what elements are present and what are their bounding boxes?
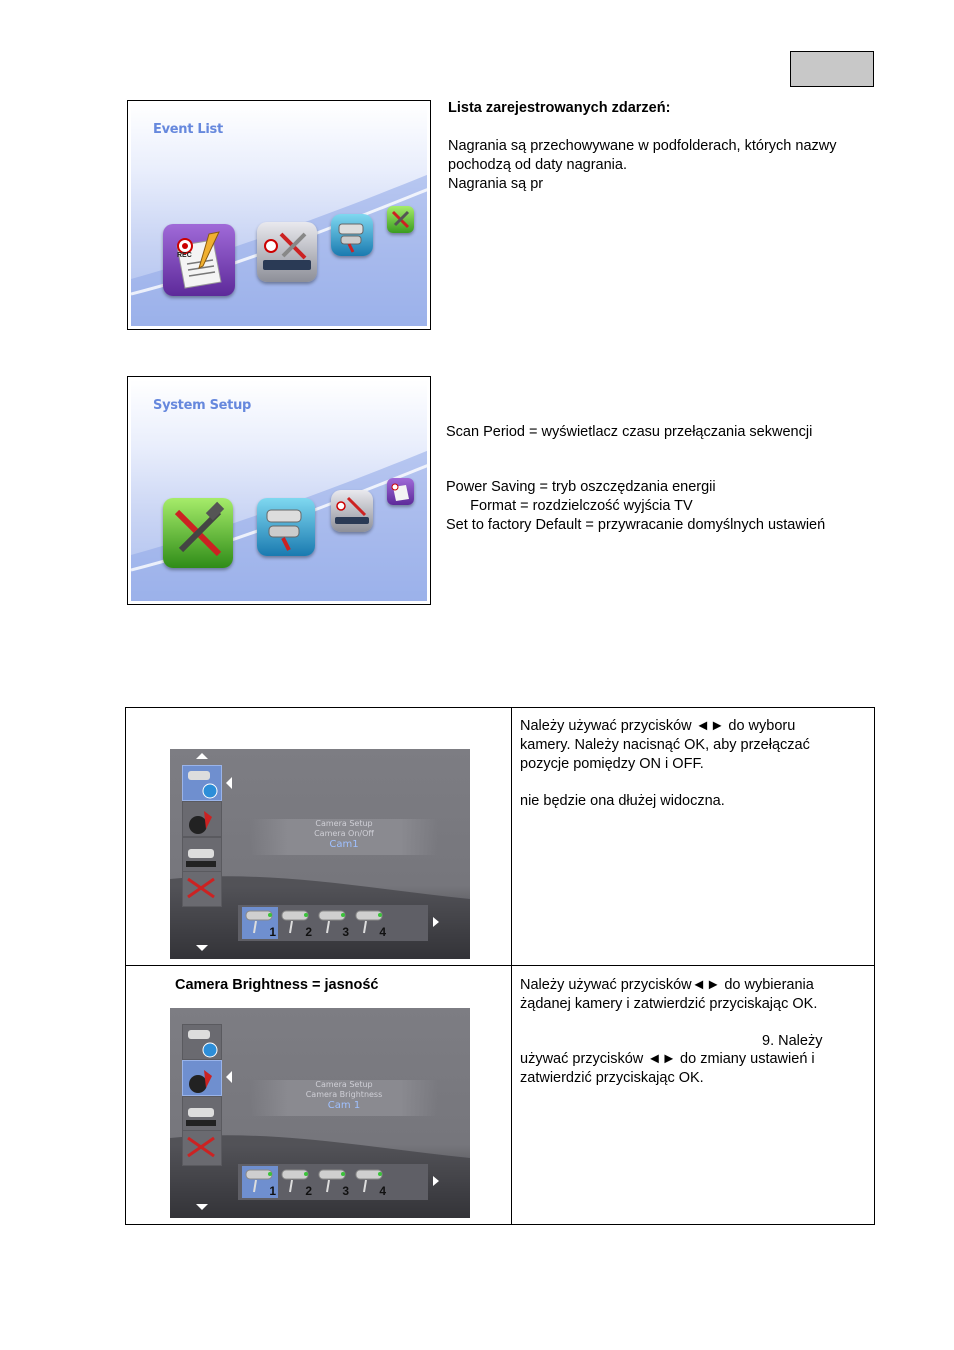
info-line-2: Camera On/Off xyxy=(314,829,374,838)
camera-glyphs xyxy=(244,1168,394,1194)
info-bar xyxy=(250,819,438,855)
event-list-line-1: Nagrania są przechowywane w podfolderach, których nazwy xyxy=(448,138,837,154)
cam-4-button[interactable]: 4 xyxy=(379,1184,386,1198)
event-list-line-3: Nagrania są pr xyxy=(448,176,544,192)
side-menu-glyphs xyxy=(184,1026,220,1162)
event-list-icon xyxy=(163,224,235,296)
dvr-tools-icon xyxy=(331,490,373,532)
row1-desc-line-3: pozycje pomiędzy ON i OFF. xyxy=(520,756,704,772)
event-list-line-2: pochodzą od daty nagrania. xyxy=(448,157,627,173)
page-number-box xyxy=(790,51,874,87)
scan-period-line: Scan Period = wyświetlacz czasu przełączania sekwencji xyxy=(446,424,813,440)
menu-title: System Setup xyxy=(153,398,252,413)
system-setup-screenshot xyxy=(127,376,431,605)
camera-setup-icon xyxy=(257,498,315,556)
event-list-heading: Lista zarejestrowanych zdarzeń: xyxy=(448,100,671,116)
row2-desc-line-1: Należy używać przycisków◄► do wybierania xyxy=(520,977,814,993)
cam-3-button[interactable]: 3 xyxy=(342,925,349,939)
row1-desc-line-2: kamery. Należy nacisnąć OK, aby przełączać xyxy=(520,737,810,753)
row1-desc-line-5: nie będzie ona dłużej widoczna. xyxy=(520,793,725,809)
up-arrow-icon[interactable] xyxy=(196,753,208,759)
camera-onoff-screen xyxy=(170,749,470,959)
info-line-2: Camera Brightness xyxy=(305,1090,383,1099)
cam-3-button[interactable]: 3 xyxy=(342,1184,349,1198)
power-saving-line: Power Saving = tryb oszczędzania energii xyxy=(446,479,716,495)
event-list-icon xyxy=(387,478,414,505)
table-divider-horizontal xyxy=(125,965,875,966)
info-bar xyxy=(250,1080,438,1116)
factory-default-line: Set to factory Default = przywracanie domyślnych ustawień xyxy=(446,517,826,533)
side-menu-glyphs xyxy=(184,767,220,903)
row2-title: Camera Brightness = jasność xyxy=(175,977,379,993)
info-line-3: Cam1 xyxy=(329,839,359,850)
info-line-1: Camera Setup xyxy=(315,1080,373,1089)
info-line-1: Camera Setup xyxy=(315,819,373,828)
camera-brightness-screen xyxy=(170,1008,470,1218)
row2-desc-line-2: żądanej kamery i zatwierdzić przyciskając OK. xyxy=(520,996,818,1012)
camera-selector xyxy=(238,1164,428,1200)
row2-desc-line-3: 9. Należy xyxy=(762,1033,823,1049)
camera-setup-icon xyxy=(331,214,373,256)
right-arrow-icon[interactable] xyxy=(433,917,439,927)
right-arrow-icon[interactable] xyxy=(433,1176,439,1186)
camera-selector xyxy=(238,905,428,941)
format-line: Format = rozdzielczość wyjścia TV xyxy=(446,498,693,514)
cam-1-button[interactable]: 1 xyxy=(242,1166,278,1198)
down-arrow-icon[interactable] xyxy=(196,945,208,951)
rec-label: REC xyxy=(177,252,192,259)
left-arrow-icon[interactable] xyxy=(226,777,232,789)
left-arrow-icon[interactable] xyxy=(226,1071,232,1083)
down-arrow-icon[interactable] xyxy=(196,1204,208,1210)
system-setup-icon xyxy=(387,206,414,233)
menu-title: Event List xyxy=(153,122,223,137)
table-divider-vertical xyxy=(511,707,512,1225)
cam-2-button[interactable]: 2 xyxy=(305,1184,312,1198)
cam-1-button[interactable]: 1 xyxy=(242,907,278,939)
cam-2-button[interactable]: 2 xyxy=(305,925,312,939)
system-setup-icon xyxy=(163,498,233,568)
row2-desc-line-4: używać przycisków ◄► do zmiany ustawień i xyxy=(520,1051,815,1067)
event-list-screenshot xyxy=(127,100,431,330)
camera-glyphs xyxy=(244,909,394,935)
row2-desc-line-5: zatwierdzić przyciskając OK. xyxy=(520,1070,704,1086)
info-line-3: Cam 1 xyxy=(327,1100,361,1111)
cam-4-button[interactable]: 4 xyxy=(379,925,386,939)
dvr-tools-icon xyxy=(257,222,317,282)
row1-desc-line-1: Należy używać przycisków ◄► do wyboru xyxy=(520,718,796,734)
